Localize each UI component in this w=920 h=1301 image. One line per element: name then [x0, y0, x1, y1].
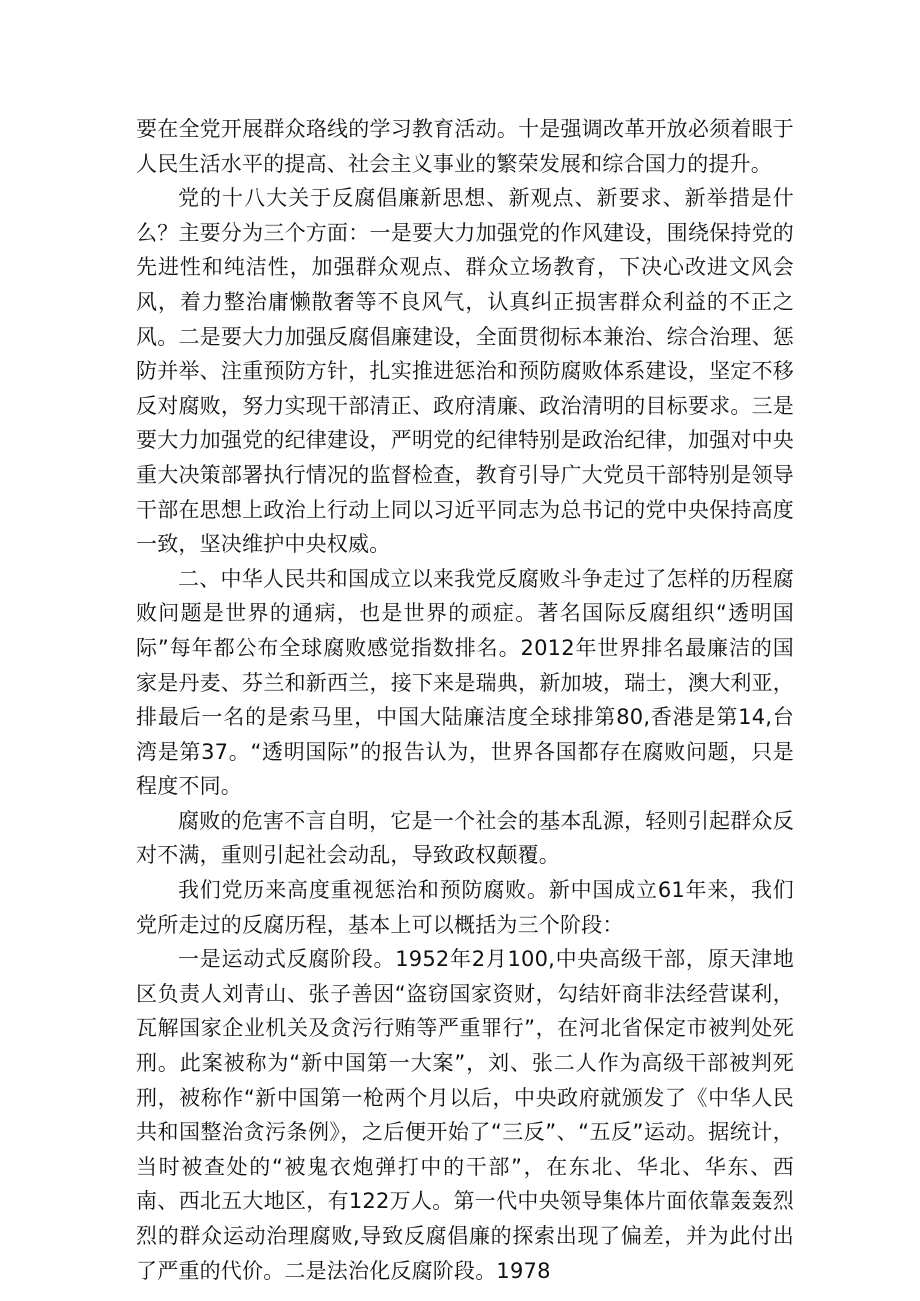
paragraph-continuation: 要在全党开展群众珞线的学习教育活动。十是强调改革开放必须着眼于人民生活水平的提高、社会主义事业的繁荣发展和综合国力的提升。 — [136, 117, 794, 176]
paragraph-campaign-stage: 一是运动式反腐阶段。1952年2月100,中央高级干部，原天津地区负责人刘青山、张子善因“盗窃国家资财，勾结奸商非法经营谋利，瓦解国家企业机关及贪污行贿等严重罪行”，在河北省保定市被判处死刑。此案被称为“新中国第一大案”，刘、张二人作为高级干部被判死刑，被称作“新中国第一枪两个月以后，中央政府就颁发了《中华人民共和国整治贪污条例》，之后便开始了“三反”、“五反”运动。据统计，当时被查处的“被鬼衣炮弹打中的干部”，在东北、华北、华东、西南、西北五大地区，有122万人。第一代中央领导集体片面依靠轰轰烈烈的群众运动治理腐败,导致反腐倡廉的探索出现了偏差，并为此付出了严重的代价。二是法治化反腐阶段。1978 — [136, 947, 794, 1283]
paragraph-anti-corruption-measures: 党的十八大关于反腐倡廉新思想、新观点、新要求、新举措是什么？主要分为三个方面：一是要大力加强党的作风建设，围绕保持党的先进性和纯洁性，加强群众观点、群众立场教育，下决心改进文风会风，着力整治庸懒散奢等不良风气，认真纠正损害群众利益的不正之风。二是要大力加强反腐倡廉建设，全面贯彻标本兼治、综合治理、惩防并举、注重预防方针，扎实推进惩治和预防腐败体系建设，坚定不移反对腐败，努力实现干部清正、政府清廉、政治清明的目标要求。三是要大力加强党的纪律建设，严明党的纪律特别是政治纪律，加强对中央重大决策部署执行情况的监督检查，教育引导广大党员干部特别是领导干部在思想上政治上行动上同以习近平同志为总书记的党中央保持高度一致，坚决维护中央权威。 — [136, 186, 794, 557]
paragraph-three-stages: 我们党历来高度重视惩治和预防腐败。新中国成立61年来，我们党所走过的反腐历程，基本上可以概括为三个阶段： — [136, 878, 794, 937]
paragraph-harm-of-corruption: 腐败的危害不言自明，它是一个社会的基本乱源，轻则引起群众反对不满，重则引起社会动乱，导致政权颠覆。 — [136, 808, 794, 868]
paragraph-history-and-ranking: 二、中华人民共和国成立以来我党反腐败斗争走过了怎样的历程腐败问题是世界的通病，也是世界的顽症。著名国际反腐组织“透明国际”每年都公布全球腐败感觉指数排名。2012年世界排名最廉洁的国家是丹麦、芬兰和新西兰，接下来是瑞典，新加坡，瑞士，澳大利亚，排最后一名的是索马里，中国大陆廉洁度全球排第80,香港是第14,台湾是第37。“透明国际”的报告认为，世界各国都存在腐败问题，只是程度不同。 — [136, 566, 794, 799]
document-body — [136, 112, 794, 1288]
